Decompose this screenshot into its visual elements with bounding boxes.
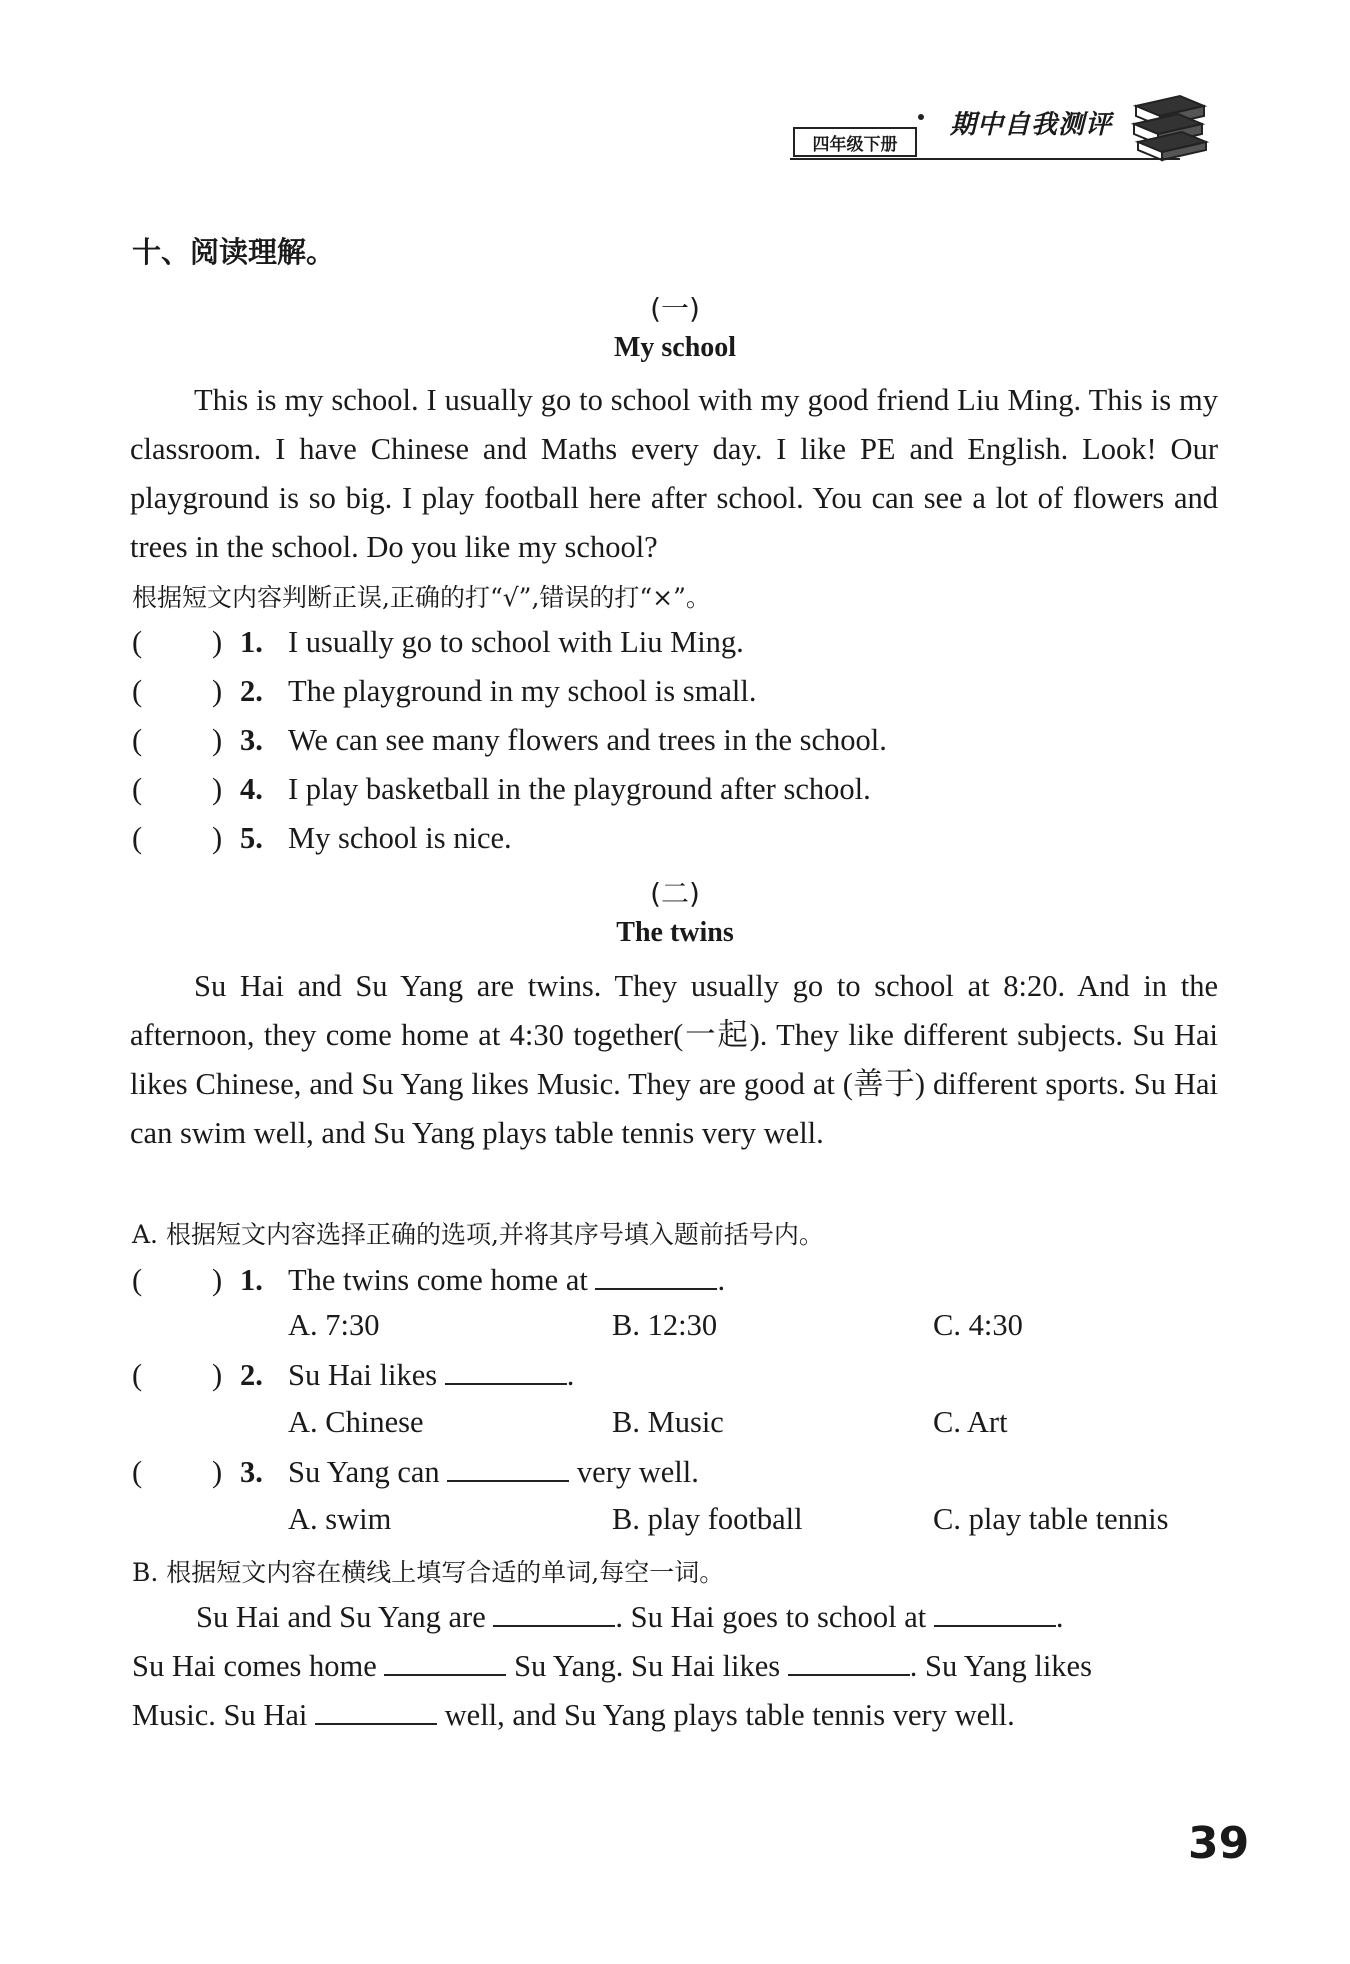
fill-line-1: Su Hai and Su Yang are . Su Hai goes to school at .: [196, 1600, 1064, 1634]
part1-title: My school: [613, 332, 737, 363]
books-icon: [1130, 92, 1210, 162]
answer-blank: [595, 1264, 717, 1290]
fill-line-2: Su Hai comes home Su Yang. Su Hai likes . Su Yang likes: [132, 1649, 1092, 1683]
header-rule: [790, 158, 1180, 160]
part1-number: (一): [650, 292, 700, 325]
fill-blank: [315, 1699, 437, 1725]
section-title: 十、阅读理解。: [132, 235, 336, 269]
part2-instruction-a: A. 根据短文内容选择正确的选项,并将其序号填入题前括号内。: [132, 1220, 824, 1249]
page-number: 39: [1188, 1818, 1250, 1869]
fill-line-3: Music. Su Hai well, and Su Yang plays table tennis very well.: [132, 1698, 1015, 1732]
grade-label: 四年级下册: [793, 127, 917, 157]
part2-title: The twins: [616, 917, 734, 948]
header-dot: [918, 114, 924, 120]
part2-number: (二): [650, 877, 700, 910]
header-title: 期中自我测评: [950, 110, 1113, 140]
part2-instruction-b: B. 根据短文内容在横线上填写合适的单词,每空一词。: [132, 1558, 725, 1587]
answer-blank: [447, 1456, 569, 1482]
fill-blank: [384, 1650, 506, 1676]
answer-blank: [445, 1359, 567, 1385]
part1-instruction: 根据短文内容判断正误,正确的打“√”,错误的打“×”。: [132, 583, 711, 612]
fill-blank: [493, 1601, 615, 1627]
fill-blank: [934, 1601, 1056, 1627]
part1-passage: This is my school. I usually go to school with my good friend Liu Ming. This is my classroom. I have Chinese and Maths every day. I like PE and English. Look! Our playground is so big. I play football here after school. You can see a lot of flowers and trees in the school. Do you like my school?: [130, 383, 1218, 564]
part2-passage: Su Hai and Su Yang are twins. They usually go to school at 8:20. And in the afternoon, they come home at 4:30 together(一起). They like different subjects. Su Hai likes Chinese, and Su Yang likes Music. They are good at (善于) different sports. Su Hai can swim well, and Su Yang plays table tennis very well.: [130, 969, 1218, 1150]
fill-blank: [788, 1650, 910, 1676]
